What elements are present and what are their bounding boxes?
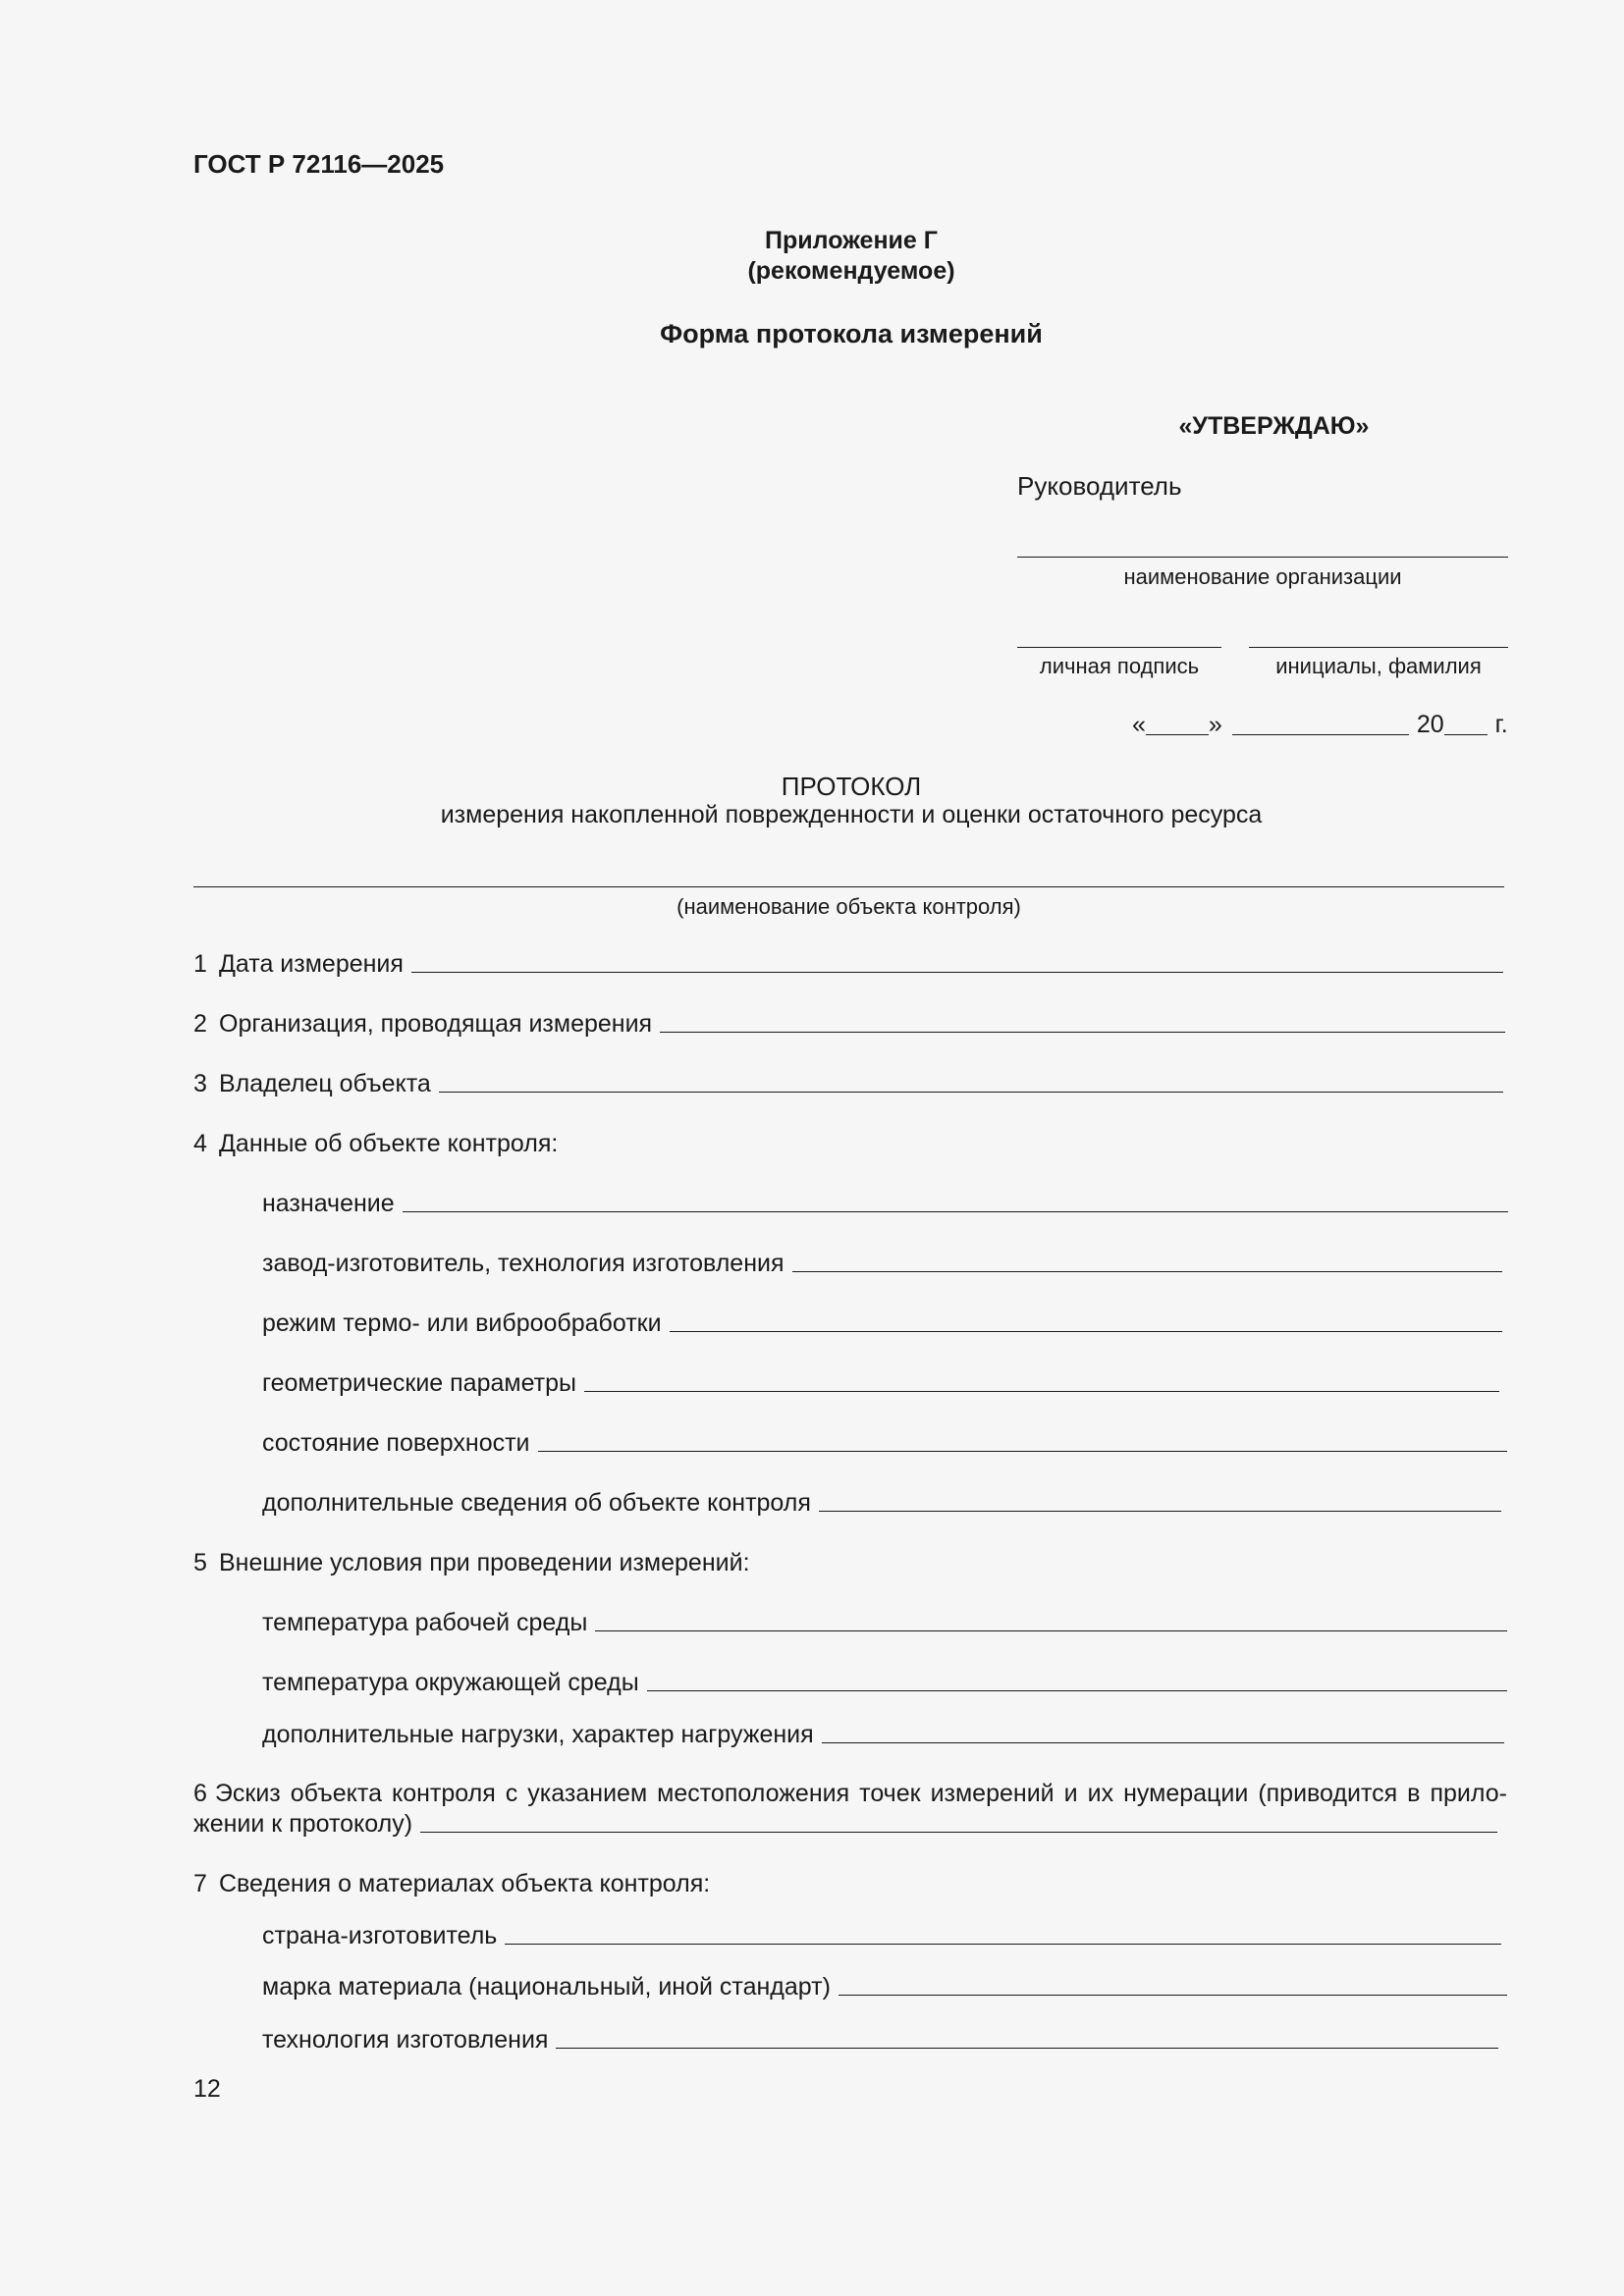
fill-line (839, 1995, 1507, 1996)
fill-line (647, 1690, 1507, 1691)
page-number: 12 (193, 2075, 221, 2103)
field-ambient-temperature (262, 1669, 1507, 1697)
approval-date (1132, 711, 1508, 739)
field-purpose (262, 1190, 1508, 1218)
fill-line (792, 1271, 1502, 1272)
item-6-line-1 (193, 1780, 1507, 1808)
item-number: 1 (193, 950, 207, 978)
item-number: 3 (193, 1070, 207, 1097)
field-working-medium-temperature (262, 1609, 1507, 1637)
fill-line (556, 2048, 1498, 2049)
field-material-grade (262, 1973, 1507, 2002)
field-surface-condition (262, 1429, 1507, 1458)
signature-caption: личная подпись (1039, 654, 1200, 678)
field-label: температура рабочей среды (262, 1609, 588, 1636)
approval-stamp: «УТВЕРЖДАЮ» (1178, 412, 1370, 440)
field-label: Владелец объекта (219, 1070, 431, 1097)
fill-line (538, 1451, 1507, 1452)
signature-line (1017, 647, 1221, 648)
section-object-data (193, 1130, 558, 1158)
field-label: назначение (262, 1190, 395, 1217)
item-number: 5 (193, 1549, 207, 1576)
name-line (1249, 647, 1508, 648)
field-label: дополнительные нагрузки, характер нагружения (262, 1721, 814, 1748)
field-manufacturing-technology (262, 2026, 1498, 2055)
organization-line (1017, 557, 1508, 558)
protocol-title: ПРОТОКОЛ (781, 772, 922, 801)
item-number: 4 (193, 1130, 207, 1157)
field-label: геометрические параметры (262, 1369, 576, 1397)
organization-caption: наименование организации (1123, 564, 1402, 589)
field-label: температура окружающей среды (262, 1669, 639, 1696)
fill-line (670, 1331, 1502, 1332)
item-number: 7 (193, 1870, 207, 1897)
field-measurement-date (193, 950, 1503, 979)
field-additional-loads (262, 1721, 1504, 1749)
name-caption: инициалы, фамилия (1275, 654, 1482, 678)
object-name-line (193, 886, 1504, 887)
field-label: технология изготовления (262, 2026, 549, 2054)
year-suffix: г. (1494, 711, 1508, 738)
section-materials (193, 1870, 710, 1898)
field-treatment-mode (262, 1309, 1502, 1338)
object-name-caption: (наименование объекта контроля) (677, 894, 1021, 919)
fill-line (819, 1511, 1501, 1512)
field-label: завод-изготовитель, технология изготовления (262, 1250, 785, 1277)
fill-line (411, 972, 1503, 973)
field-label: жении к протоколу) (193, 1810, 413, 1838)
year-prefix: 20 (1416, 711, 1444, 738)
item-number: 2 (193, 1010, 207, 1038)
section-label: Данные об объекте контроля: (219, 1130, 559, 1157)
fill-line (420, 1832, 1497, 1833)
field-object-owner (193, 1070, 1503, 1098)
date-close-quote: » (1208, 711, 1222, 738)
form-title: Форма протокола измерений (660, 319, 1043, 348)
date-open-quote: « (1132, 711, 1146, 738)
field-geometric-parameters (262, 1369, 1499, 1398)
fill-line (439, 1092, 1503, 1093)
protocol-subtitle: измерения накопленной поврежденности и оценки остаточного ресурса (440, 801, 1263, 828)
fill-line (822, 1742, 1504, 1743)
field-label: Дата измерения (219, 950, 404, 978)
fill-line (505, 1944, 1501, 1945)
section-external-conditions (193, 1549, 750, 1577)
day-blank (1146, 734, 1209, 735)
fill-line (584, 1391, 1499, 1392)
field-country-of-manufacture (262, 1922, 1501, 1950)
item-6-text: Эскиз объекта контроля с указанием местоположения точек измерений и их нумерации (приводится в прило- (214, 1780, 1507, 1807)
field-label: состояние поверхности (262, 1429, 530, 1457)
month-blank (1232, 734, 1409, 735)
appendix-status: (рекомендуемое) (747, 257, 955, 285)
item-number: 6 (193, 1780, 207, 1807)
field-label: режим термо- или виброобработки (262, 1309, 662, 1337)
field-label: марка материала (национальный, иной стандарт) (262, 1973, 831, 2001)
approver-position: Руководитель (1017, 471, 1182, 501)
section-label: Сведения о материалах объекта контроля: (219, 1870, 711, 1897)
fill-line (403, 1211, 1508, 1212)
document-code: ГОСТ Р 72116—2025 (193, 149, 445, 179)
field-label: страна-изготовитель (262, 1922, 498, 1949)
fill-line (660, 1032, 1505, 1033)
field-label: дополнительные сведения об объекте контроля (262, 1489, 811, 1517)
year-blank (1444, 734, 1488, 735)
section-label: Внешние условия при проведении измерений: (219, 1549, 750, 1576)
field-additional-object-info (262, 1489, 1501, 1518)
fill-line (595, 1630, 1507, 1631)
field-label: Организация, проводящая измерения (219, 1010, 653, 1038)
appendix-title: Приложение Г (765, 227, 938, 254)
field-manufacturer (262, 1250, 1502, 1278)
field-measuring-organization (193, 1010, 1505, 1039)
field-sketch (193, 1810, 1497, 1839)
